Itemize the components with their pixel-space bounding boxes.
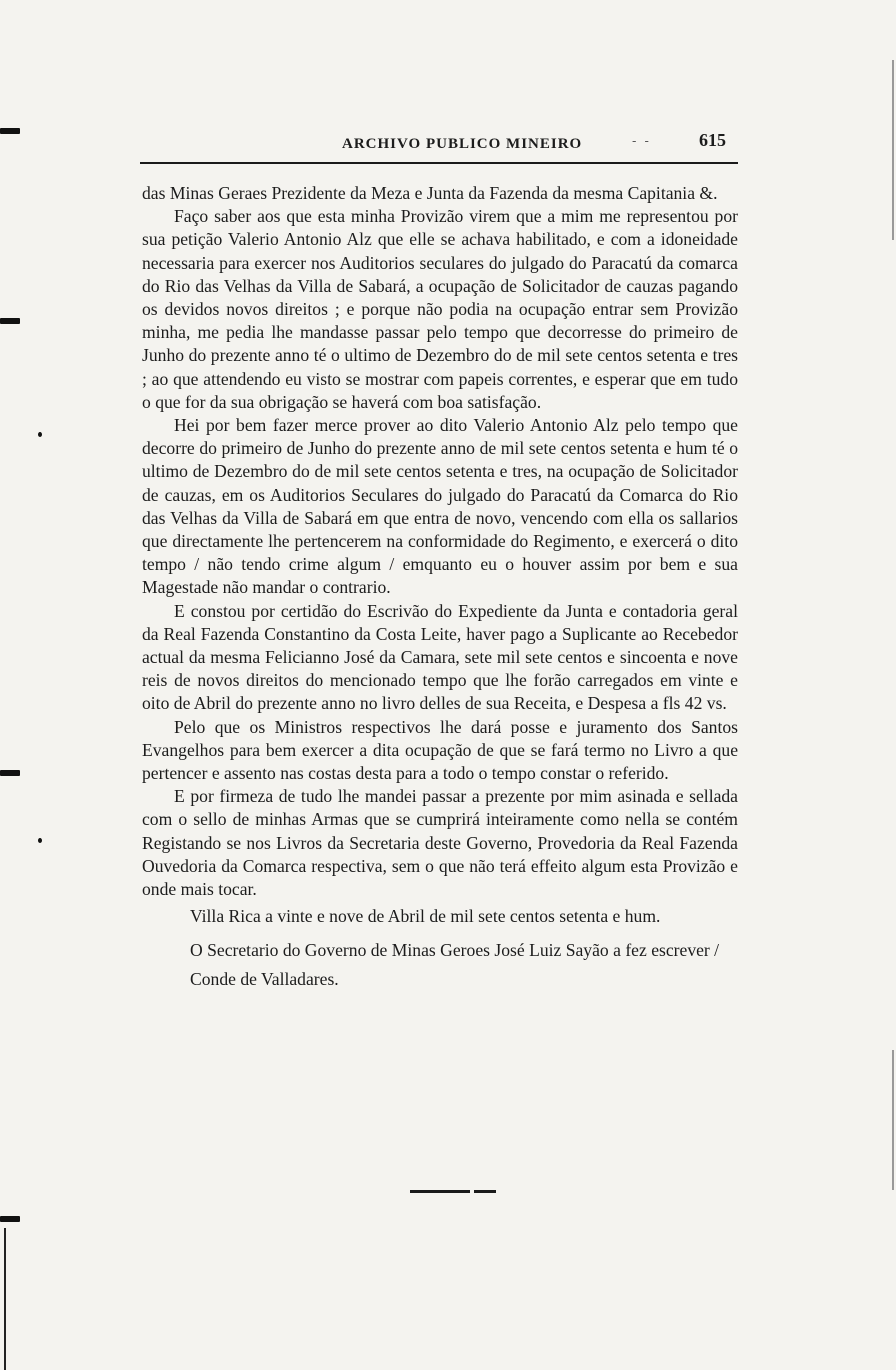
scan-speck bbox=[38, 838, 42, 843]
scan-mark bbox=[0, 770, 20, 776]
scan-mark bbox=[0, 1216, 20, 1222]
paragraph-opening: das Minas Geraes Prezidente da Meza e Junta da Fazenda da mesma Capitania &. bbox=[142, 183, 718, 203]
scan-mark bbox=[0, 128, 20, 134]
paragraph: Hei por bem fazer merce prover ao dito Valerio Antonio Alz pelo tempo que decorre do primeiro de Junho do prezente anno de mil sete centos setenta e hum té o ultimo de Dezembro do de mil sete centos setenta e tres, na ocupação de Solicitador de cauzas, em os Auditorios Seculares do julgado do Paracatú da Comarca do Rio das Velhas da Villa de Sabará em que entra de novo, vencendo com ella os sallarios que directamente lhe pertencerem na conformidade do Regimento, e exercerá o dito tempo / não tendo crime algum / emquanto eu o houver assim por bem e sua Magestade não mandar o contrario. bbox=[142, 415, 738, 598]
scan-mark bbox=[0, 318, 20, 324]
paragraph: E por firmeza de tudo lhe mandei passar a prezente por mim asinada e sellada com o sello de minhas Armas que se cumprirá inteiramente como nella se contém Registando se nos Livros da Secretaria deste Governo, Provedoria da Real Fazenda Ouvedoria da Comarca respectiva, sem o que não terá effeito algum esta Provizão e onde mais tocar. bbox=[142, 786, 738, 900]
scan-edge-line bbox=[4, 1228, 6, 1370]
date-line: Villa Rica a vinte e nove de Abril de mil sete centos setenta e hum. bbox=[190, 906, 661, 927]
closing-rule bbox=[410, 1190, 496, 1193]
scan-speck bbox=[38, 432, 42, 437]
scan-right-edge bbox=[892, 1050, 894, 1190]
paragraph: Faço saber aos que esta minha Provizão virem que a mim me representou por sua petição Valerio Antonio Alz que elle se achava habilitado, e com a idoneidade necessaria para exercer nos Auditorios seculares do julgado do Paracatú da comarca do Rio das Velhas da Villa de Sabará, a ocupação de Solicitador de cauzas pagando os devidos novos direitos ; e porque não podia na ocupação entrar sem Provizão minha, me pedia lhe mandasse passar pelo tempo que decorresse do primeiro de Junho do prezente anno té o ultimo de Dezembro do de mil sete centos setenta e tres ; ao que attendendo eu visto se mostrar com papeis correntes, e esperar que em tudo o que for da sua obrigação se haverá com boa satisfação. bbox=[142, 206, 738, 412]
paragraph: Pelo que os Ministros respectivos lhe dará posse e juramento dos Santos Evangelhos para bem exercer a dita ocupação de que se fará termo no Livro a que pertencer e assento nas costas desta para a todo o tempo constar o referido. bbox=[142, 716, 738, 784]
document-body bbox=[142, 182, 738, 991]
signature: Conde de Valladares. bbox=[190, 968, 339, 989]
paragraph: E constou por certidão do Escrivão do Expediente da Junta e contadoria geral da Real Fazenda Constantino da Costa Leite, haver pago a Suplicante ao Recebedor actual da mesma Felicianno José da Camara, sete mil sete centos e sincoenta e nove reis de novos direitos do mencionado tempo que lhe forão carregados em vinte e oito de Abril do prezente anno no livro delles de sua Receita, e Despesa a fls 42 vs. bbox=[142, 600, 738, 714]
scan-right-edge bbox=[892, 60, 894, 240]
page-number: 615 bbox=[699, 130, 726, 150]
header-dots: - - bbox=[632, 134, 651, 149]
running-title: ARCHIVO PUBLICO MINEIRO bbox=[342, 136, 583, 152]
secretary-line: O Secretario do Governo de Minas Geroes José Luiz Sayão a fez escrever / bbox=[190, 939, 720, 960]
running-header bbox=[140, 130, 730, 160]
header-rule bbox=[140, 162, 738, 164]
